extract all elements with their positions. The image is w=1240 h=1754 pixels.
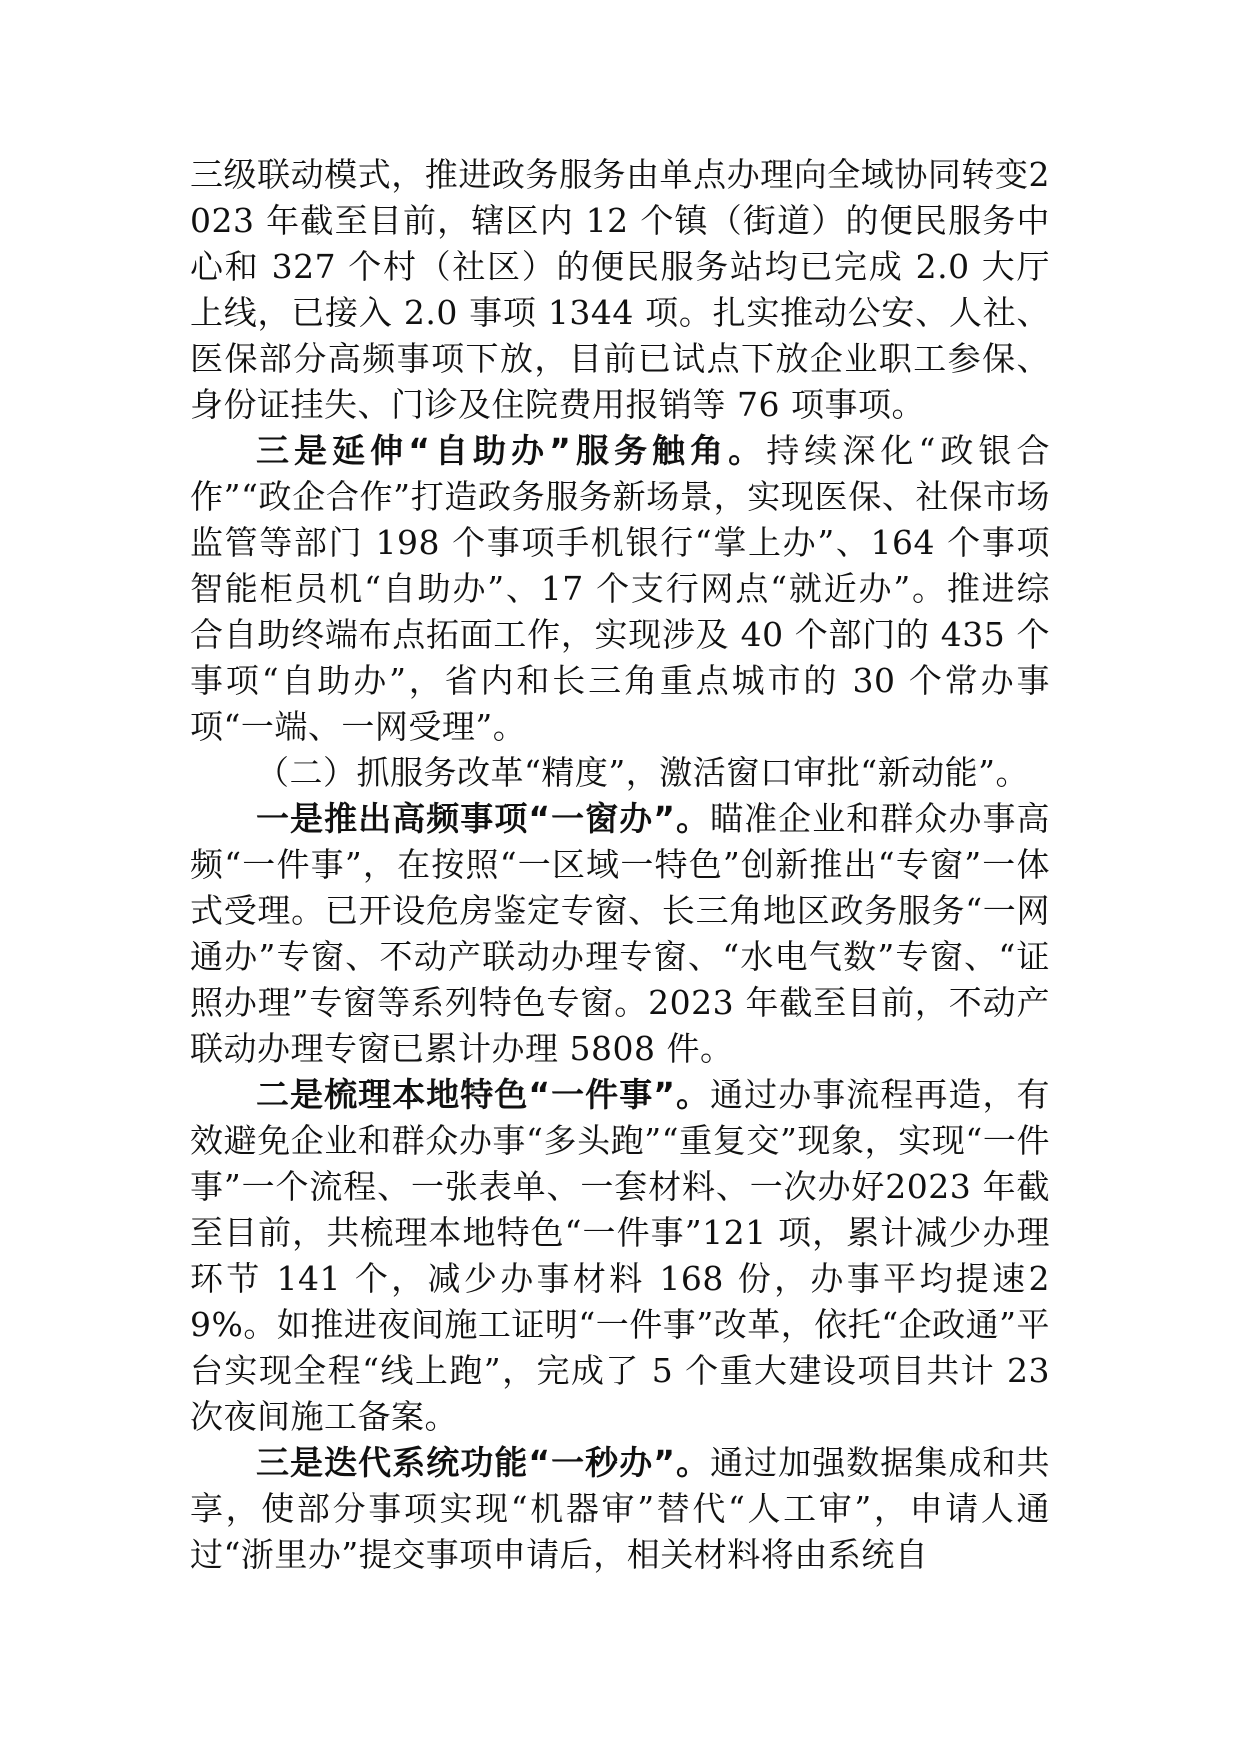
paragraph-text: 通过加强数据集成和共享，使部分事项实现“机器审”替代“人工审”，申请人通过“浙里办”提交事项申请后，相关材料将由系统自 [190,1443,1050,1574]
paragraph-one-second [190,1440,1050,1578]
paragraph-lead: 二是梳理本地特色“一件事”。 [256,1075,711,1114]
paragraph-text: 瞄准企业和群众办事高频“一件事”，在按照“一区域一特色”创新推出“专窗”一体式受理。已开设危房鉴定专窗、长三角地区政务服务“一网通办”专窗、不动产联动办理专窗、“水电气数”专窗、“证照办理”专窗等系列特色专窗。2023 年截至目前，不动产联动办理专窗已累计办理 5808 件。 [190,799,1050,1068]
paragraph-one-thing [190,1072,1050,1440]
paragraph-lead: 三是迭代系统功能“一秒办”。 [256,1443,711,1482]
paragraph-text: 持续深化“政银合作”“政企合作”打造政务服务新场景，实现医保、社保市场监管等部门 198 个事项手机银行“掌上办”、164 个事项智能柜员机“自助办”、17 个支行网点“就近办”。推进综合自助终端布点拓面工作，实现涉及 40 个部门的 435 个事项“自助办”，省内和长三角重点城市的 30 个常办事项“一端、一网受理”。 [190,431,1050,746]
section-heading-text: （二）抓服务改革“精度”，激活窗口审批“新动能”。 [256,753,1029,792]
paragraph-text: 三级联动模式，推进政务服务由单点办理向全域协同转变2023 年截至目前，辖区内 12 个镇（街道）的便民服务中心和 327 个村（社区）的便民服务站均已完成 2.0 大厅上线，已接入 2.0 事项 1344 项。扎实推动公安、人社、医保部分高频事项下放，目前已试点下放企业职工参保、身份证挂失、门诊及住院费用报销等 76 项事项。 [190,155,1050,424]
paragraph-one-window [190,796,1050,1072]
section-heading [190,750,1050,796]
paragraph-self-service [190,428,1050,750]
paragraph-text: 通过办事流程再造，有效避免企业和群众办事“多头跑”“重复交”现象，实现“一件事”一个流程、一张表单、一套材料、一次办好2023 年截至目前，共梳理本地特色“一件事”121 项，累计减少办理环节 141 个，减少办事材料 168 份，办事平均提速29%。如推进夜间施工证明“一件事”改革，依托“企政通”平台实现全程“线上跑”，完成了 5 个重大建设项目共计 23 次夜间施工备案。 [190,1075,1050,1436]
paragraph-continuation [190,152,1050,428]
paragraph-lead: 一是推出高频事项“一窗办”。 [256,799,711,838]
document-body [190,152,1050,1578]
paragraph-lead: 三是延伸“自助办”服务触角。 [256,431,767,470]
